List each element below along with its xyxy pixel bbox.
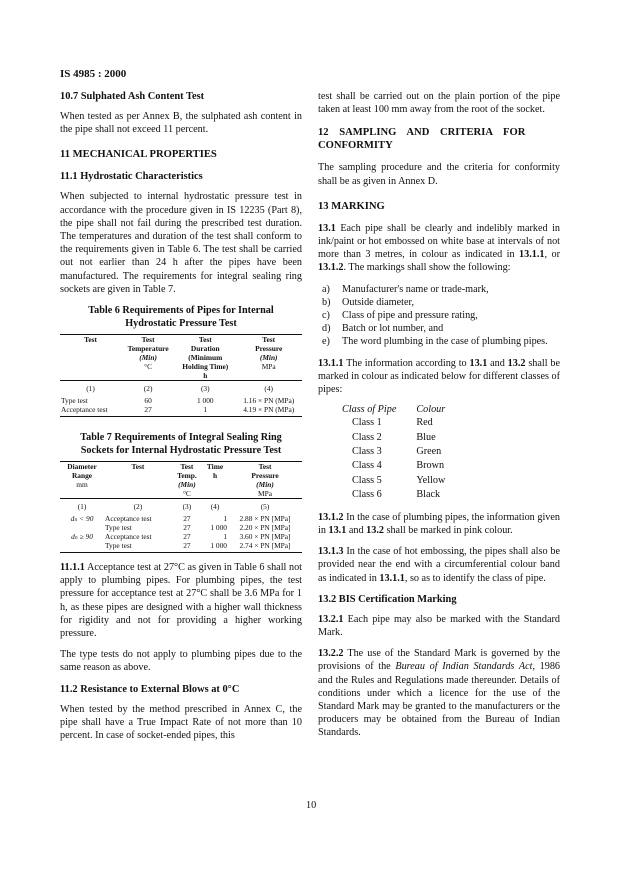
marking-list xyxy=(318,283,560,349)
table-row: Acceptance test 27 1 4.19 × PN (MPa) xyxy=(60,405,302,417)
table-7: Diameter Test Test Time Test Range Temp. h Pressure mm (Min) (Min) °C MPa (1) (2) (3) (4) (5) dₙ < 90 Acceptance test 27 1 2.88 × PN [MPa] Type test 27 1 000 2.20 × PN [MPa] dₙ ≥ 90 Acceptance test 27 1 3.60 × PN [MPa] Type test 27 1 000 2.74 × PN [MPa] xyxy=(60,461,302,553)
section-13-1-3-text: 13.1.3 In the case of hot embossing, the pipes shall also be provided near the end with a circumferential colour band as indicated in 13.1.1, so as to identify the class of pipe. xyxy=(318,546,561,584)
table-row: Type test 27 1 000 2.74 × PN [MPa] xyxy=(60,541,302,553)
list-item: c) Class of pipe and pressure rating, xyxy=(322,310,478,322)
section-11-1-text: When subjected to internal hydrostatic pressure test in accordance with the procedure given in IS 12235 (Part 8), the pipe shall not fail during the prescribed test duration. The temperatures and duration of the test shall conform to the requirements given in Table 6. The test shall be carried out not earlier than 24 h after the pipes have been manufactured. The requirements for integral sealing ring sockets are given in Table 7. xyxy=(60,191,302,295)
table-row: Class 4 Brown xyxy=(352,460,445,472)
section-13-2-2-text: 13.2.2 The use of the Standard Mark is governed by the provisions of the Bureau of Indian Standards Act, 1986 and the Rules and Regulations made thereunder. Details of conditions under which a licence for the use of the Standard Mark may be granted to the manufacturers or the producers may be obtained from the Bureau of Indian Standards. xyxy=(318,648,561,739)
section-11-2-text-continued: test shall be carried out on the plain portion of the pipe taken at least 100 mm away from the root of the socket. xyxy=(318,91,560,116)
table-row: Type test 60 1 000 1.16 × PN (MPa) xyxy=(61,396,295,406)
table-row: Class 3 Green xyxy=(352,446,442,458)
table-row: dₙ ≥ 90 Acceptance test 27 1 3.60 × PN [MPa] xyxy=(71,532,291,542)
section-13-1-1-text: 13.1.1 The information according to 13.1 and 13.2 shall be marked in colour as indicated below for different classes of pipes: xyxy=(318,357,561,396)
section-11-heading: 11 MECHANICAL PROPERTIES xyxy=(60,149,217,161)
section-13-1-text: 13.1 Each pipe shall be clearly and indelibly marked in ink/paint or hot embossed on white base at intervals of not more than 3 metres, in colour as indicated in 13.1.1, or 13.1.2. The markings shall show the following: xyxy=(318,222,560,274)
standard-number-header: IS 4985 : 2000 xyxy=(60,68,127,80)
section-13-2-heading: 13.2 BIS Certification Marking xyxy=(318,593,457,605)
section-11-1-heading: 11.1 Hydrostatic Characteristics xyxy=(60,171,203,183)
table-row: Class 2 Blue xyxy=(352,431,436,443)
table-7-caption: Table 7 Requirements of Integral Sealing Ring Sockets for Internal Hydrostatic Pressure Test xyxy=(80,432,282,457)
section-13-heading: 13 MARKING xyxy=(318,200,385,212)
section-12-heading: 12 SAMPLING AND CRITERIA FOR CONFORMITY xyxy=(318,127,526,152)
section-11-2-heading: 11.2 Resistance to External Blows at 0°C xyxy=(60,683,240,695)
section-10-7-heading: 10.7 Sulphated Ash Content Test xyxy=(60,91,205,102)
table-6: Test Test Test Test Temperature Duration Pressure (Min) (Minimum (Min) °C Holding Time) MPa h (1) (2) (3) (4) Type test 60 1 000 1.16 × PN (MPa) Acceptance test 27 1 4.19 × PN (MPa) xyxy=(60,334,302,417)
table-row: Class 5 Yellow xyxy=(352,474,446,486)
list-item: d) Batch or lot number, and xyxy=(322,323,444,335)
table-row: dₙ < 90 Acceptance test 27 1 2.88 × PN [MPa] xyxy=(70,514,291,524)
section-11-1-1-note: The type tests do not apply to plumbing pipes due to the same reason as above. xyxy=(60,649,302,674)
section-10-7-text: When tested as per Annex B, the sulphated ash content in the pipe shall not exceed 11 percent. xyxy=(60,111,302,136)
class-colour-table: Class of Pipe Colour Class 1 Red Class 2 Blue Class 3 Green Class 4 Brown Class 5 Yellow Class 6 Black xyxy=(342,404,465,502)
left-column xyxy=(60,90,302,750)
list-item: b) Outside diameter, xyxy=(322,296,415,308)
list-item: a) Manufacturer's name or trade-mark, xyxy=(322,283,489,295)
list-item: e) The word plumbing in the case of plumbing pipes. xyxy=(322,336,548,348)
table-6-caption: Table 6 Requirements of Pipes for Internal Hydrostatic Pressure Test xyxy=(88,305,274,330)
table-row: Class 6 Black xyxy=(352,489,441,501)
table-row: Type test 27 1 000 2.20 × PN [MPa] xyxy=(105,523,291,533)
section-12-text: The sampling procedure and the criteria for conformity shall be as given in Annex D. xyxy=(318,162,560,187)
section-11-1-1-text: 11.1.1 Acceptance test at 27°C as given in Table 6 shall not apply to plumbing pipes. For plumbing pipes, the test pressure for acceptance test at 27°C shall be 3.6 MPa for 1 h, as these pipes are designed with a higher wall thickness for rigidity and not for providing a higher working pressure. xyxy=(60,562,302,640)
right-column xyxy=(318,90,560,748)
page-number: 10 xyxy=(306,800,317,811)
section-13-1-2-text: 13.1.2 In the case of plumbing pipes, the information given in 13.1 and 13.2 shall be marked in pink colour. xyxy=(318,511,561,536)
table-row: Class 1 Red xyxy=(352,417,433,429)
section-11-2-text: When tested by the method prescribed in Annex C, the pipe shall have a True Impact Rate of not more than 10 percent. In case of socket-ended pipes, this xyxy=(60,703,302,742)
section-13-2-1-text: 13.2.1 Each pipe may also be marked with the Standard Mark. xyxy=(318,613,560,638)
